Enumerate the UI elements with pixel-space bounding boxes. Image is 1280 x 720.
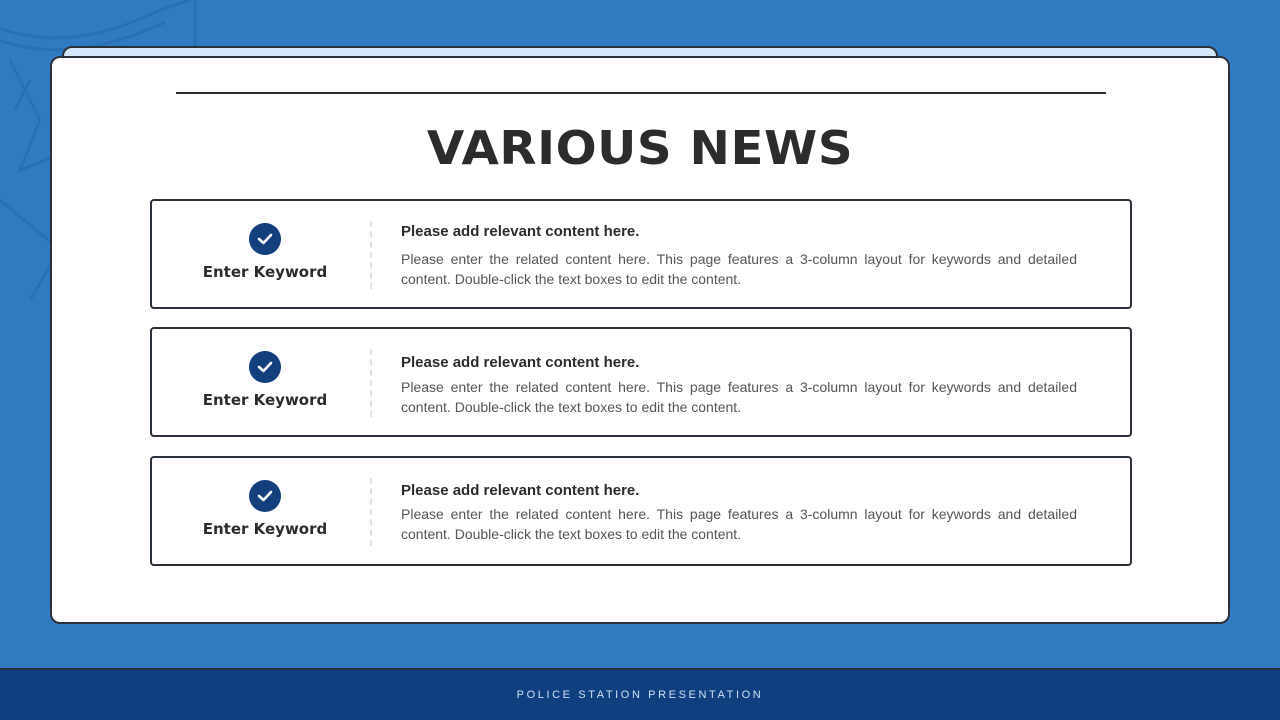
row-description[interactable]: Please enter the related content here. This page features a 3-column layout for keywords and detailed content. Double-click the text boxes to edit the content. [401,251,1077,287]
check-icon [249,351,281,383]
news-row-1[interactable] [150,199,1132,309]
content-card [50,56,1230,624]
row-description[interactable]: Please enter the related content here. This page features a 3-column layout for keywords and detailed content. Double-click the text boxes to edit the content. [401,506,1077,542]
slide-title: VARIOUS NEWS [426,121,854,175]
keyword-label[interactable]: Enter Keyword [202,391,328,409]
column-divider [370,349,372,417]
footer-bar [0,668,1280,720]
row-heading[interactable]: Please add relevant content here. [401,354,640,371]
column-divider [370,478,372,546]
footer-text: POLICE STATION PRESENTATION [516,689,764,701]
check-icon [249,480,281,512]
row-heading[interactable]: Please add relevant content here. [401,482,640,499]
news-row-2[interactable] [150,327,1132,437]
check-icon [249,223,281,255]
keyword-label[interactable]: Enter Keyword [202,263,328,281]
news-row-3[interactable] [150,456,1132,566]
top-rule [176,92,1106,94]
row-heading[interactable]: Please add relevant content here. [401,223,640,240]
keyword-label[interactable]: Enter Keyword [202,520,328,538]
row-description[interactable]: Please enter the related content here. This page features a 3-column layout for keywords and detailed content. Double-click the text boxes to edit the content. [401,379,1077,415]
column-divider [370,221,372,289]
